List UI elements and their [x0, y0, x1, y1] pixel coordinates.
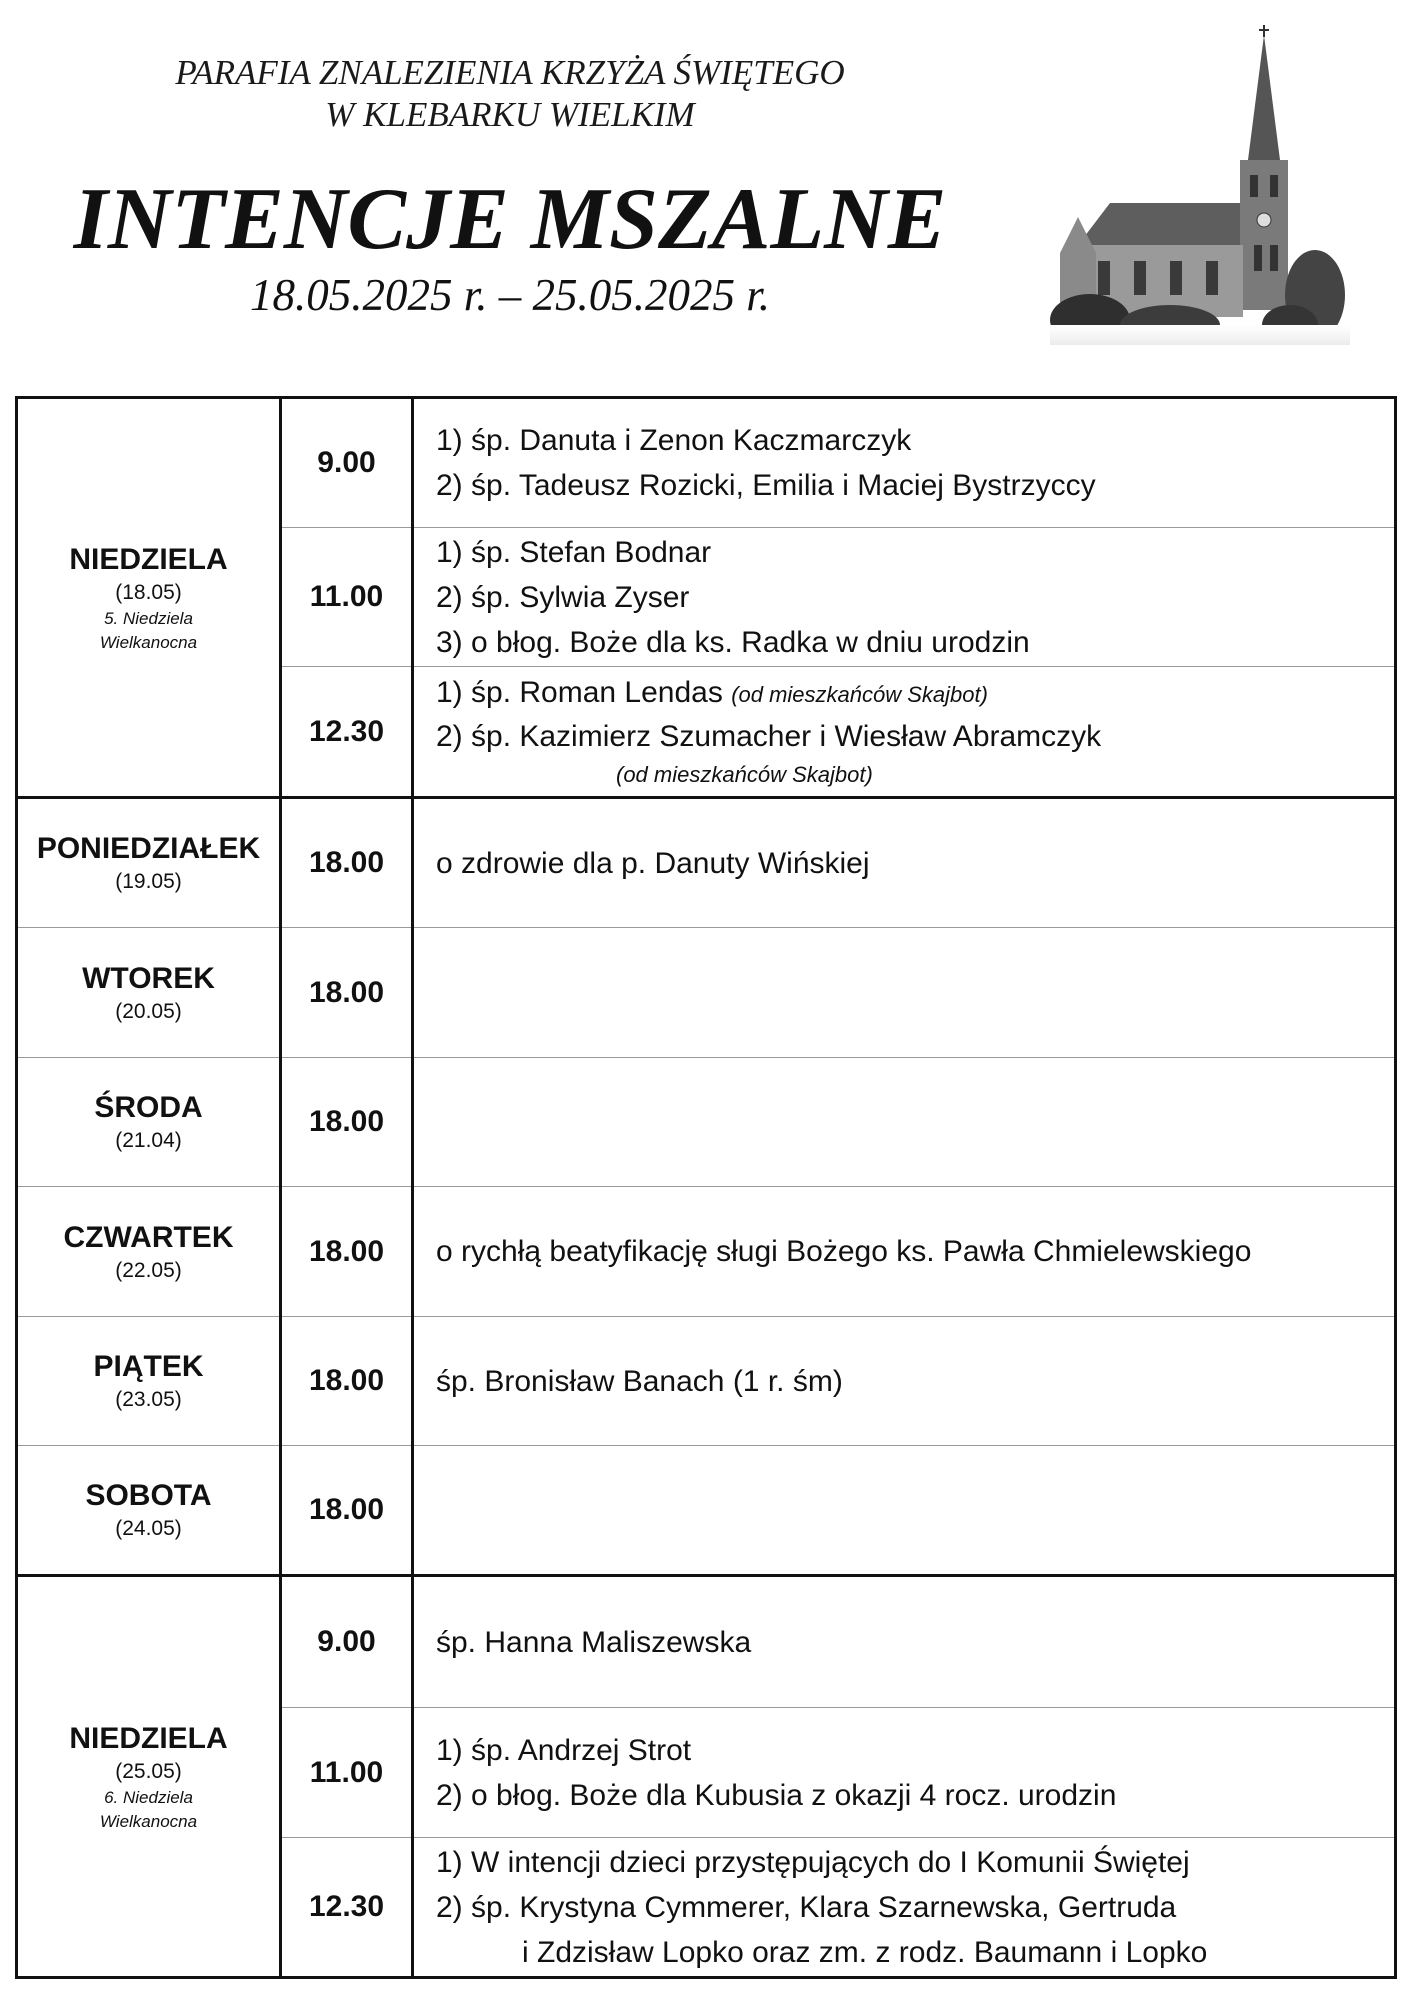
mass-time: 11.00 [281, 1708, 413, 1838]
mass-time: 18.00 [281, 798, 413, 928]
day-cell-tuesday [17, 928, 281, 1058]
intention-cell [413, 1838, 1396, 1978]
intention-line: 2) śp. Krystyna Cymmerer, Klara Szarnewska, Gertruda [436, 1890, 1177, 1924]
parish-name [40, 52, 980, 136]
day-cell-monday [17, 798, 281, 928]
intention-cell [413, 667, 1396, 798]
intention-cell [413, 398, 1396, 528]
day-name: CZWARTEK [63, 1220, 234, 1254]
day-note: 5. Niedziela [104, 608, 193, 628]
mass-schedule-table [15, 396, 1397, 1979]
intention-note: (od mieszkańców Skajbot) [616, 761, 873, 787]
table-row [17, 1446, 1396, 1576]
intention-cell [413, 1317, 1396, 1446]
intention-line: śp. Bronisław Banach (1 r. śm) [436, 1364, 843, 1398]
day-cell-wednesday [17, 1058, 281, 1187]
intention-line: 2) śp. Sylwia Zyser [436, 580, 690, 614]
intention-line: 2) śp. Kazimierz Szumacher i Wiesław Abramczyk [436, 719, 1102, 753]
day-note: 6. Niedziela [104, 1787, 193, 1807]
day-name: PONIEDZIAŁEK [36, 832, 261, 865]
day-name: PIĄTEK [93, 1350, 204, 1383]
day-note: Wielkanocna [99, 1811, 198, 1831]
day-cell-friday [17, 1317, 281, 1446]
intention-text: 1) śp. Roman Lendas [436, 675, 723, 709]
intention-cell [413, 1446, 1396, 1576]
intention-line: 1) śp. Andrzej Strot [436, 1733, 692, 1767]
day-date: (25.05) [115, 1759, 182, 1783]
table-row [17, 1058, 1396, 1187]
day-date: (22.05) [115, 1258, 182, 1282]
day-cell-thursday [17, 1187, 281, 1317]
mass-time: 12.30 [281, 1838, 413, 1978]
parish-name-line-1: PARAFIA ZNALEZIENIA KRZYŻA ŚWIĘTEGO [175, 53, 845, 92]
mass-time: 18.00 [281, 1058, 413, 1187]
day-note: Wielkanocna [99, 632, 198, 652]
page-title: INTENCJE MSZALNE [73, 171, 947, 268]
day-date: (24.05) [115, 1517, 182, 1540]
day-name: NIEDZIELA [69, 542, 228, 576]
table-row [17, 1317, 1396, 1446]
table-row [17, 1187, 1396, 1317]
intention-line: śp. Hanna Maliszewska [436, 1625, 752, 1659]
intention-cell [413, 1576, 1396, 1708]
intention-line [436, 672, 1394, 716]
day-date: (18.05) [115, 580, 182, 604]
mass-time: 11.00 [281, 528, 413, 667]
mass-time: 18.00 [281, 928, 413, 1058]
mass-time: 9.00 [281, 398, 413, 528]
parish-name-line-2: W KLEBARKU WIELKIM [325, 95, 695, 134]
intention-line: 1) śp. Danuta i Zenon Kaczmarczyk [436, 424, 912, 457]
day-date: (19.05) [115, 870, 182, 893]
table-row [17, 398, 1396, 528]
day-date: (21.04) [115, 1129, 182, 1152]
mass-time: 18.00 [281, 1187, 413, 1317]
table-row [17, 928, 1396, 1058]
intention-line: 3) o błog. Boże dla ks. Radka w dniu urodzin [436, 625, 1030, 659]
table-row [17, 798, 1396, 928]
day-cell-sunday-1 [17, 398, 281, 798]
mass-time: 18.00 [281, 1446, 413, 1576]
intention-cell [413, 928, 1396, 1058]
intention-cell [413, 1187, 1396, 1317]
intention-cell [413, 1708, 1396, 1838]
day-cell-saturday [17, 1446, 281, 1576]
intention-line: 1) śp. Stefan Bodnar [436, 535, 712, 569]
day-name: ŚRODA [94, 1091, 203, 1124]
intention-line: o zdrowie dla p. Danuty Wińskiej [436, 846, 870, 880]
church-illustration [1050, 25, 1350, 345]
table-row [17, 1576, 1396, 1708]
intention-cell [413, 528, 1396, 667]
day-date: (23.05) [115, 1388, 182, 1411]
intention-line: i Zdzisław Lopko oraz zm. z rodz. Baumann i Lopko [522, 1935, 1208, 1969]
intention-line: o rychłą beatyfikację sługi Bożego ks. Pawła Chmielewskiego [436, 1235, 1252, 1268]
mass-time: 18.00 [281, 1317, 413, 1446]
intention-line: 1) W intencji dzieci przystępujących do I Komunii Świętej [436, 1845, 1190, 1879]
intention-line: 2) o błog. Boże dla Kubusia z okazji 4 rocz. urodzin [436, 1778, 1117, 1812]
day-cell-sunday-2 [17, 1576, 281, 1978]
day-name: WTOREK [82, 961, 215, 995]
intention-cell [413, 1058, 1396, 1187]
mass-time: 9.00 [281, 1576, 413, 1708]
intention-cell [413, 798, 1396, 928]
intention-line: 2) śp. Tadeusz Rozicki, Emilia i Maciej Bystrzyccy [436, 469, 1096, 502]
day-name: SOBOTA [85, 1479, 212, 1512]
mass-time: 12.30 [281, 667, 413, 798]
day-date: (20.05) [115, 999, 182, 1023]
date-range: 18.05.2025 r. – 25.05.2025 r. [249, 270, 771, 320]
intention-note: (od mieszkańców Skajbot) [731, 681, 988, 707]
day-name: NIEDZIELA [69, 1721, 228, 1755]
